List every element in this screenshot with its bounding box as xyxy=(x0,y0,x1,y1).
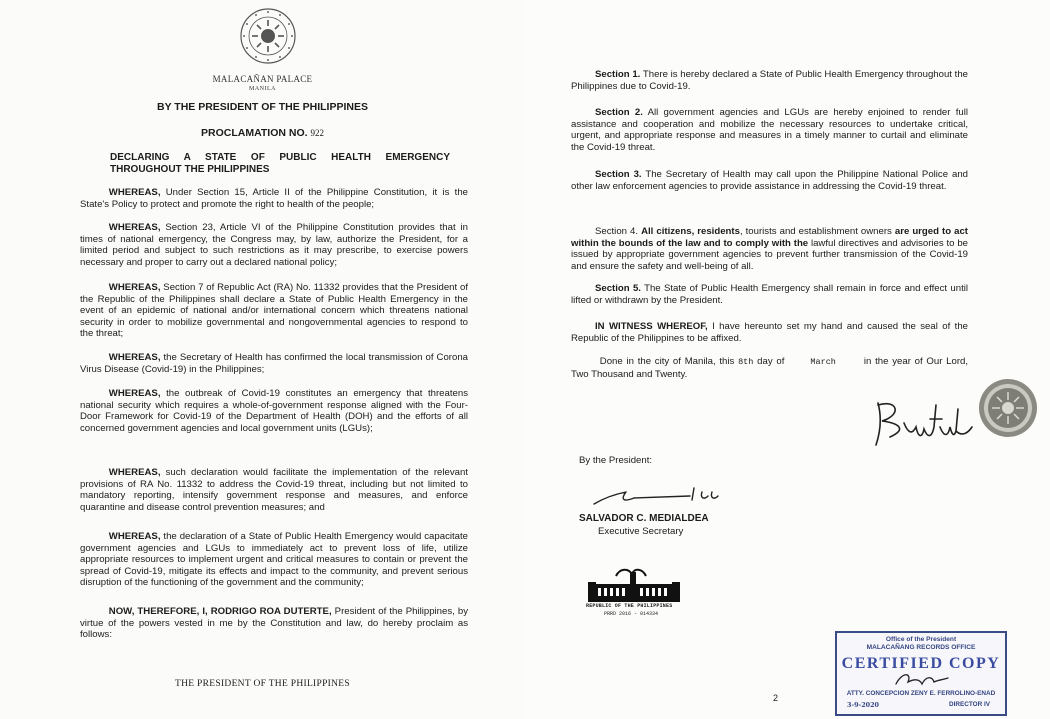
proclamation-number: 922 xyxy=(310,128,324,138)
proclamation-label: PROCLAMATION NO. xyxy=(201,127,308,139)
proclaim-paragraph: NOW, THEREFORE, I, RODRIGO ROA DUTERTE, President of the Philippines, by virtue of the powers vested in me by the Constitution and law, do hereby proclaim as follows: xyxy=(80,606,468,641)
page-number: 2 xyxy=(773,693,779,703)
proclamation-heading xyxy=(0,127,525,139)
by-the-president-label: By the President: xyxy=(579,455,653,466)
certified-director: DIRECTOR IV xyxy=(949,701,991,708)
page-footer: THE PRESIDENT OF THE PHILIPPINES xyxy=(175,679,350,689)
whereas-paragraph: WHEREAS, the Secretary of Health has confirmed the local transmission of Corona Virus Disease (Covid-19) in the Philippines; xyxy=(80,352,468,375)
whereas-paragraph: WHEREAS, the outbreak of Covid-19 constitutes an emergency that threatens national security which requires a whole-of-government response aligned with the Four-Door Framework for Covid-19 of the Department of Health (DOH) and the efforts of all concerned government agencies and local government units (LGUs); xyxy=(80,388,468,434)
president-seal-icon xyxy=(238,6,298,66)
palace-stamp-text: REPUBLIC OF THE PHILIPPINES xyxy=(586,603,673,609)
section-2-paragraph: Section 2. All government agencies and LGUs are hereby enjoined to render full assistance and cooperation and mobilize the necessary resources to undertake critical, urgent, and appropriate response and measures in a timely manner to curtail and eliminate the Covid-19 threat. xyxy=(571,107,968,153)
whereas-paragraph: WHEREAS, Section 7 of Republic Act (RA) No. 11332 provides that the President of the Republic of the Philippines shall declare a State of Public Health Emergency in the event of an epidemic of national and/or international concern which threatens national security in order to mobilize governmental and nongovernmental agencies to respond to the threat; xyxy=(80,282,468,340)
certified-attorney: ATTY. CONCEPCION ZENY E. FERROLINO-ENAD xyxy=(846,690,996,697)
section-3-paragraph: Section 3. The Secretary of Health may call upon the Philippine National Police and other law enforcement agencies to provide assistance in addressing the Covid-19 threat. xyxy=(571,169,968,192)
attorney-signature-icon xyxy=(892,668,952,690)
palace-stamp-code: PRRD 2016 - 014334 xyxy=(604,611,659,617)
section-5-paragraph: Section 5. The State of Public Health Emergency shall remain in force and effect until lifted or withdrawn by the President. xyxy=(571,283,968,306)
typed-month: March xyxy=(810,357,836,367)
certified-copy-title: CERTIFIED COPY xyxy=(841,655,1001,672)
republic-seal-icon xyxy=(978,378,1038,438)
certified-copy-stamp xyxy=(835,631,1007,716)
executive-secretary-name: SALVADOR C. MEDIALDEA xyxy=(579,513,709,524)
president-heading: BY THE PRESIDENT OF THE PHILIPPINES xyxy=(156,101,368,113)
secretary-signature-icon xyxy=(590,482,730,510)
palace-city: MANILA xyxy=(249,86,276,92)
section-4-paragraph: Section 4. All citizens, residents, tourists and establishment owners are urged to act within the bounds of the law and to comply with the lawful directives and advisories to be issued by appropriate government agencies to prevent further transmission of the Covid-19 and ensure the safety and well-being of all. xyxy=(571,226,968,272)
section-1-paragraph: Section 1. There is hereby declared a State of Public Health Emergency throughout the Philippines due to Covid-19. xyxy=(571,69,968,92)
whereas-paragraph: WHEREAS, such declaration would facilitate the implementation of the relevant provisions of RA No. 11332 to address the Covid-19 threat, including but not limited to mandatory reporting, intensify government response and measures, and enforce quarantine and disease control prevention measures; and xyxy=(80,467,468,513)
executive-secretary-title: Executive Secretary xyxy=(598,526,684,537)
declaring-title: DECLARING A STATE OF PUBLIC HEALTH EMERGENCY THROUGHOUT THE PHILIPPINES xyxy=(110,152,450,175)
whereas-paragraph: WHEREAS, Section 23, Article VI of the Philippine Constitution provides that in times of national emergency, the Congress may, by law, authorize the President, for a limited period and subject to such restrictions as it may prescribe, to exercise powers necessary and proper to carry out a declared national policy; xyxy=(80,222,468,268)
certified-records-office: MALACAÑANG RECORDS OFFICE xyxy=(866,644,976,651)
witness-paragraph: IN WITNESS WHEREOF, I have hereunto set my hand and caused the seal of the Republic of the Philippines to be affixed. xyxy=(571,321,968,344)
done-paragraph: Done in the city of Manila, this 8th day of March in the year of Our Lord, Two Thousand and Twenty. xyxy=(571,356,969,380)
whereas-paragraph: WHEREAS, the declaration of a State of Public Health Emergency would capacitate government agencies and LGUs to immediately act to prevent loss of life, utilize appropriate resources to implement urgent and critical measures to contain or prevent the spread of Covid-19, mitigate its effects and impact to the community, and prevent serious disruption of the functioning of the government and the community; xyxy=(80,531,468,589)
palace-name: MALACAÑAN PALACE xyxy=(212,74,313,84)
certified-office: Office of the President xyxy=(885,636,957,643)
president-signature-icon xyxy=(868,393,978,453)
whereas-paragraph: WHEREAS, Under Section 15, Article II of the Philippine Constitution, it is the State's Policy to protect and promote the right to health of the people; xyxy=(80,187,468,210)
certified-date: 3-9-2020 xyxy=(847,701,879,709)
typed-day: 8th xyxy=(738,357,754,367)
